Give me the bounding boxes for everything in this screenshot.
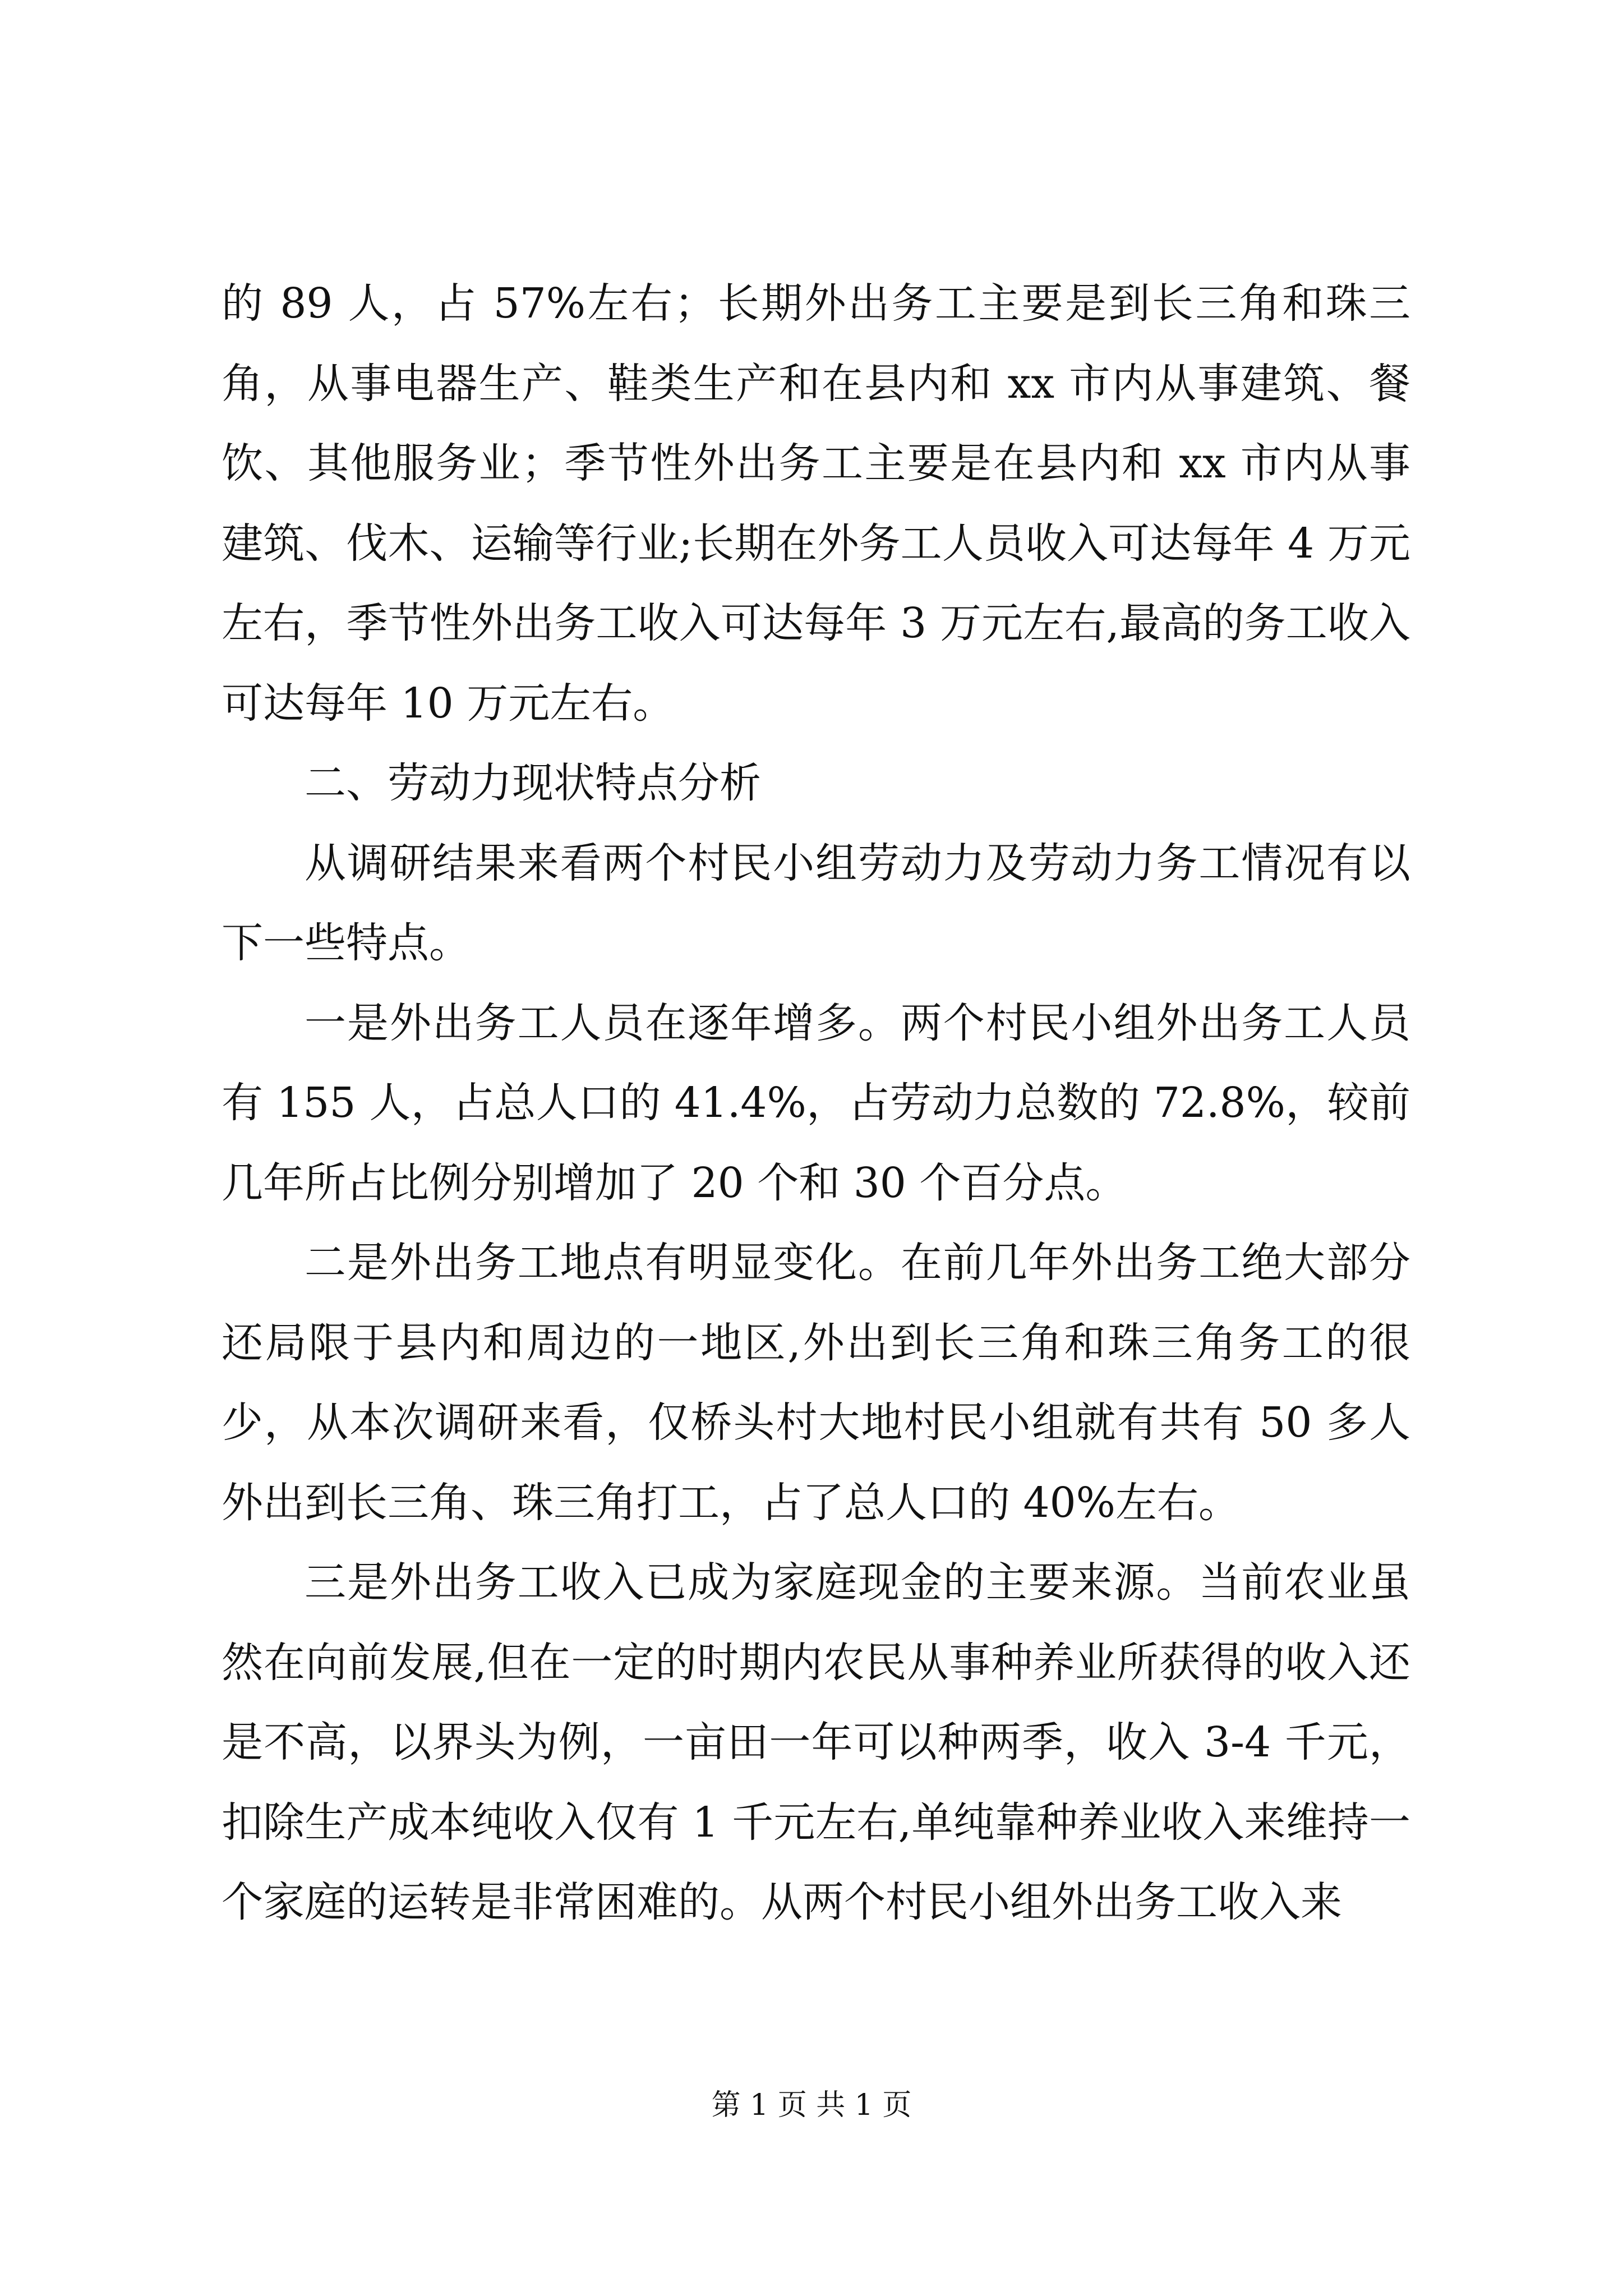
- paragraph-continuation: 的 89 人，占 57%左右；长期外出务工主要是到长三角和珠三角，从事电器生产、鞋类生产和在县内和 xx 市内从事建筑、餐饮、其他服务业；季节性外出务工主要是在县内和 xx 市内从事建筑、伐木、运输等行业;长期在外务工人员收入可达每年 4 万元左右，季节性外出务工收入可达每年 3 万元左右,最高的务工收入可达每年 10 万元左右。: [222, 279, 1410, 728]
- paragraph-point-one: 一是外出务工人员在逐年增多。两个村民小组外出务工人员有 155 人，占总人口的 41.4%，占劳动力总数的 72.8%，较前几年所占比例分别增加了 20 个和 30 个百分点。: [222, 999, 1410, 1207]
- document-body: [222, 264, 1410, 1943]
- paragraph-intro: 从调研结果来看两个村民小组劳动力及劳动力务工情况有以下一些特点。: [222, 839, 1410, 967]
- paragraph-point-three: 三是外出务工收入已成为家庭现金的主要来源。当前农业虽然在向前发展,但在一定的时期内农民从事种养业所获得的收入还是不高，以界头为例，一亩田一年可以种两季，收入 3-4 千元，扣除生产成本纯收入仅有 1 千元左右,单纯靠种养业收入来维持一个家庭的运转是非常困难的。从两个村民小组外出务工收入来: [222, 1558, 1410, 1926]
- page-footer: 第 1 页 共 1 页: [711, 2088, 912, 2122]
- section-heading: 二、劳动力现状特点分析: [305, 759, 761, 807]
- paragraph-point-two: 二是外出务工地点有明显变化。在前几年外出务工绝大部分还局限于县内和周边的一地区,外出到长三角和珠三角务工的很少，从本次调研来看，仅桥头村大地村民小组就有共有 50 多人外出到长三角、珠三角打工，占了总人口的 40%左右。: [222, 1239, 1410, 1527]
